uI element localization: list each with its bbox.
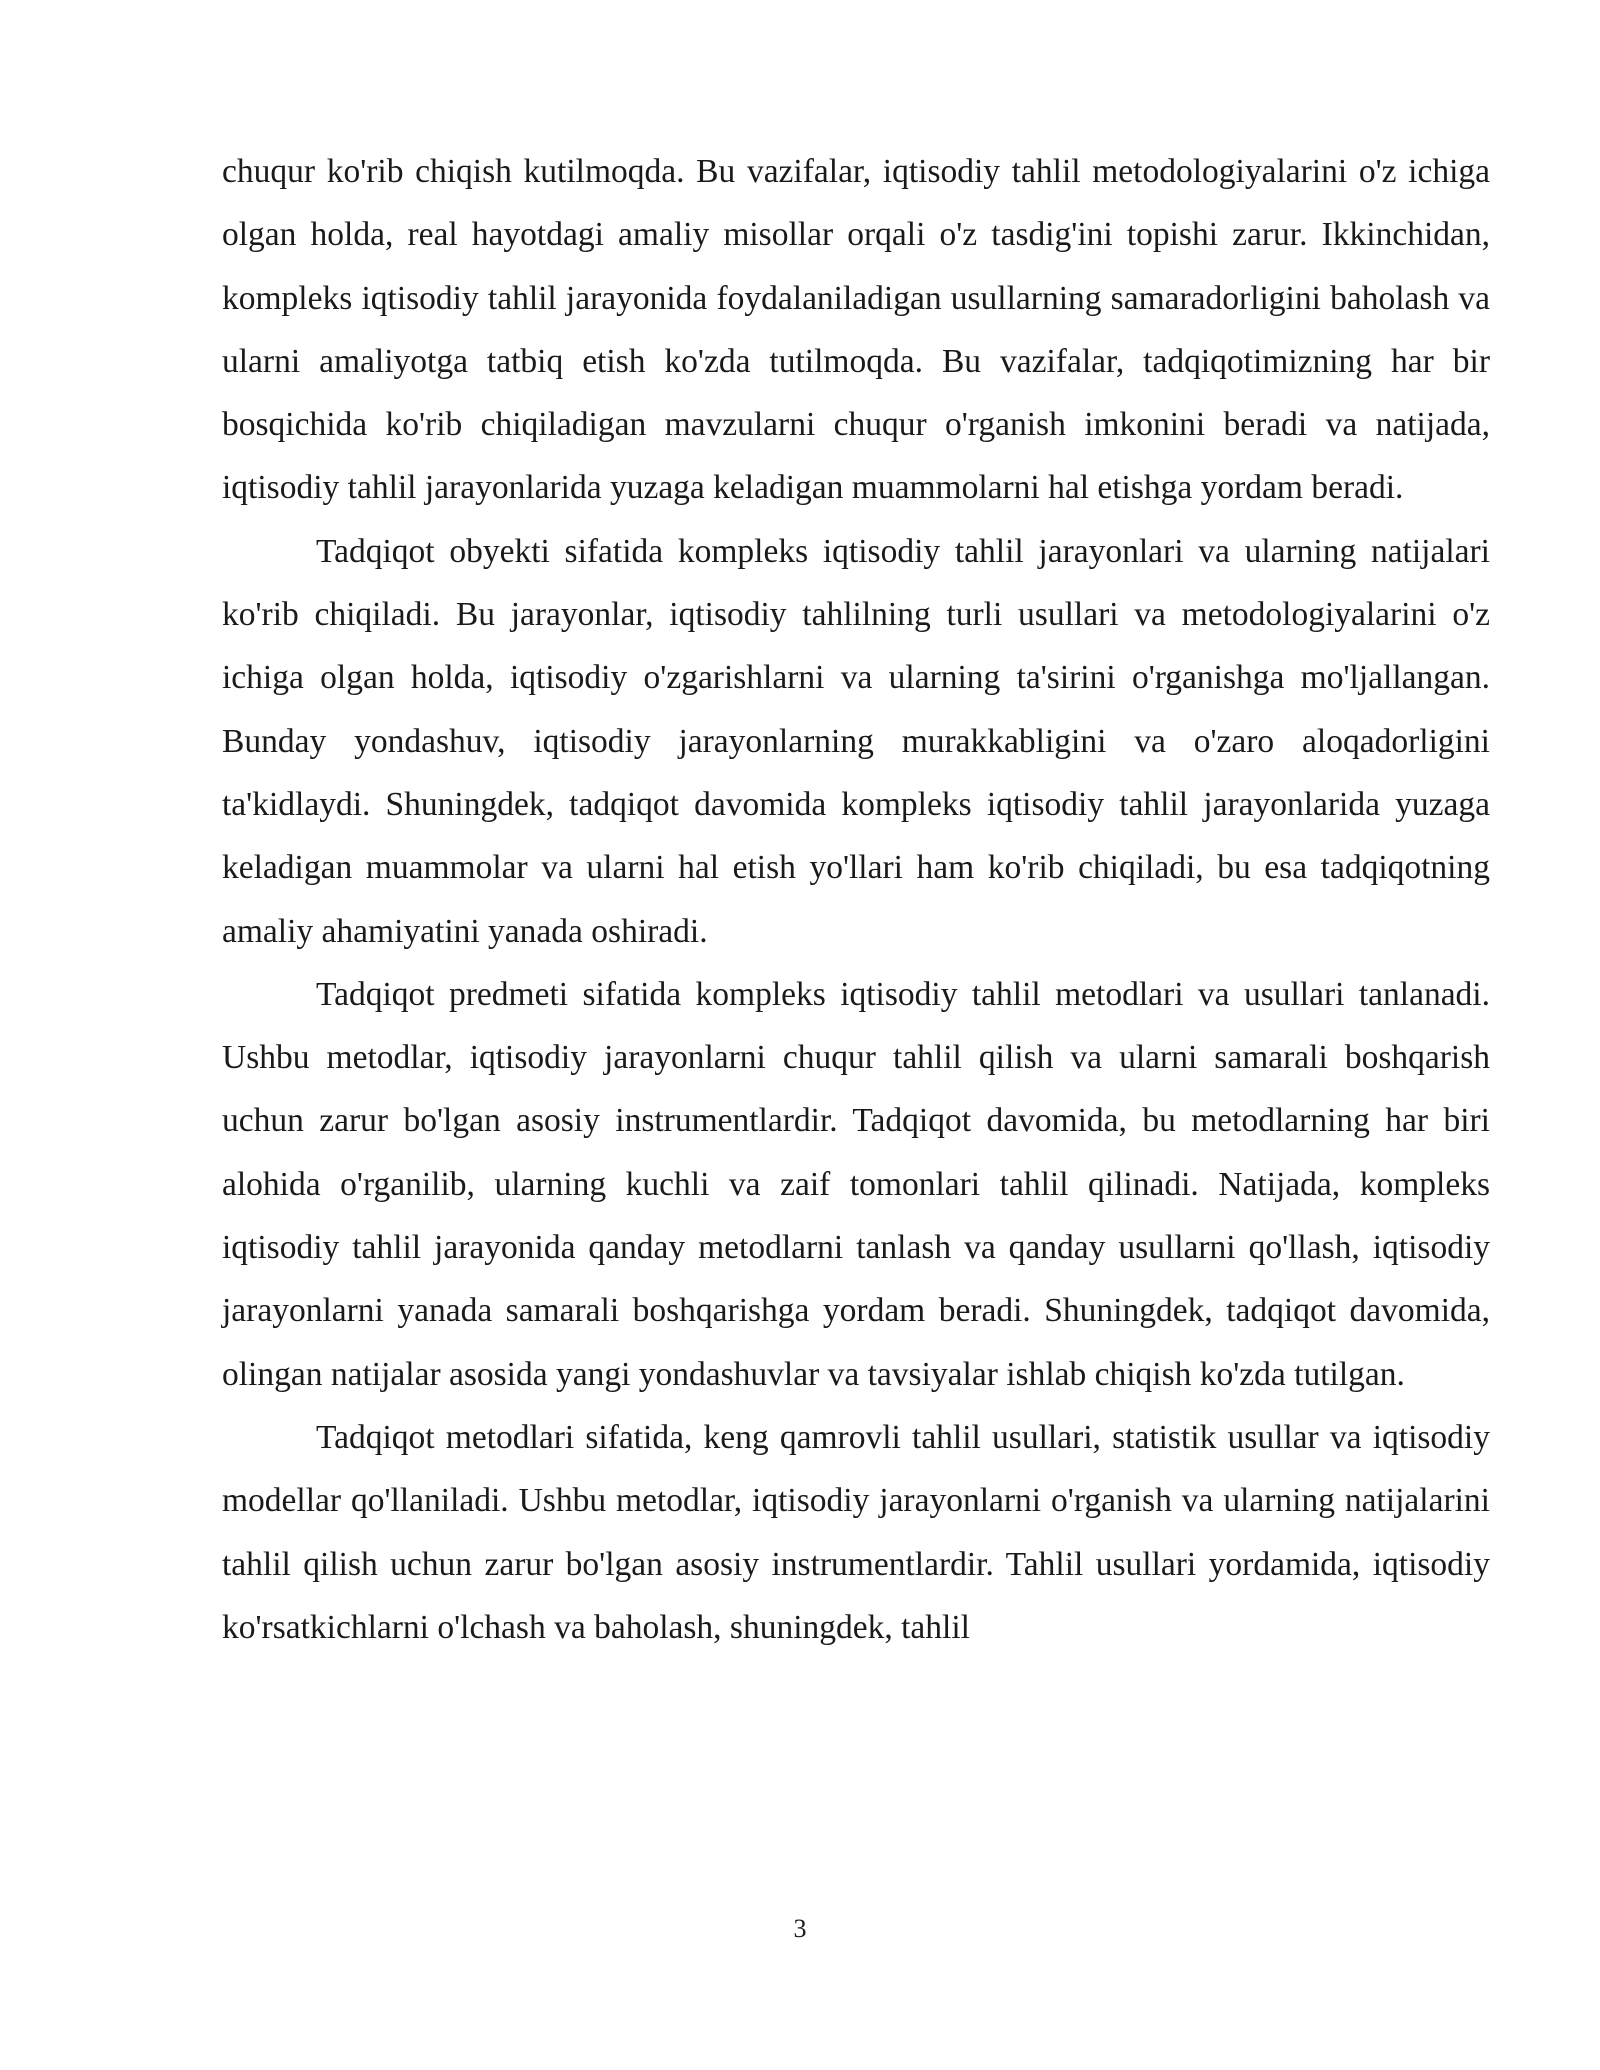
page-number: 3 — [793, 1914, 807, 1943]
page-body — [222, 140, 1490, 1659]
paragraph-continuation: chuqur ko'rib chiqish kutilmoqda. Bu vazifalar, iqtisodiy tahlil metodologiyalarini o'z ichiga olgan holda, real hayotdagi amaliy misollar orqali o'z tasdig'ini topishi zarur. Ikkinchidan, kompleks iqtisodiy tahlil jarayonida foydalaniladigan usullarning samaradorligini baholash va ularni amaliyotga tatbiq etish ko'zda tutilmoqda. Bu vazifalar, tadqiqotimizning har bir bosqichida ko'rib chiqiladigan mavzularni chuqur o'rganish imkonini beradi va natijada, iqtisodiy tahlil jarayonlarida yuzaga keladigan muammolarni hal etishga yordam beradi. — [222, 153, 1490, 507]
paragraph-research-subject: Tadqiqot predmeti sifatida kompleks iqtisodiy tahlil metodlari va usullari tanlanadi. Ushbu metodlar, iqtisodiy jarayonlarni chuqur tahlil qilish va ularni samarali boshqarish uchun zarur bo'lgan asosiy instrumentlardir. Tadqiqot davomida, bu metodlarning har biri alohida o'rganilib, ularning kuchli va zaif tomonlari tahlil qilinadi. Natijada, kompleks iqtisodiy tahlil jarayonida qanday metodlarni tanlash va qanday usullarni qo'llash, iqtisodiy jarayonlarni yanada samarali boshqarishga yordam beradi. Shuningdek, tadqiqot davomida, olingan natijalar asosida yangi yondashuvlar va tavsiyalar ishlab chiqish ko'zda tutilgan. — [222, 975, 1490, 1393]
paragraph-research-methods: Tadqiqot metodlari sifatida, keng qamrovli tahlil usullari, statistik usullar va iqtisodiy modellar qo'llaniladi. Ushbu metodlar, iqtisodiy jarayonlarni o'rganish va ularning natijalarini tahlil qilish uchun zarur bo'lgan asosiy instrumentlardir. Tahlil usullari yordamida, iqtisodiy ko'rsatkichlarni o'lchash va baholash, shuningdek, tahlil — [222, 1418, 1490, 1646]
paragraph-research-object: Tadqiqot obyekti sifatida kompleks iqtisodiy tahlil jarayonlari va ularning natijalari ko'rib chiqiladi. Bu jarayonlar, iqtisodiy tahlilning turli usullari va metodologiyalarini o'z ichiga olgan holda, iqtisodiy o'zgarishlarni va ularning ta'sirini o'rganishga mo'ljallangan. Bunday yondashuv, iqtisodiy jarayonlarning murakkabligini va o'zaro aloqadorligini ta'kidlaydi. Shuningdek, tadqiqot davomida kompleks iqtisodiy tahlil jarayonlarida yuzaga keladigan muammolar va ularni hal etish yo'llari ham ko'rib chiqiladi, bu esa tadqiqotning amaliy ahamiyatini yanada oshiradi. — [222, 532, 1490, 950]
